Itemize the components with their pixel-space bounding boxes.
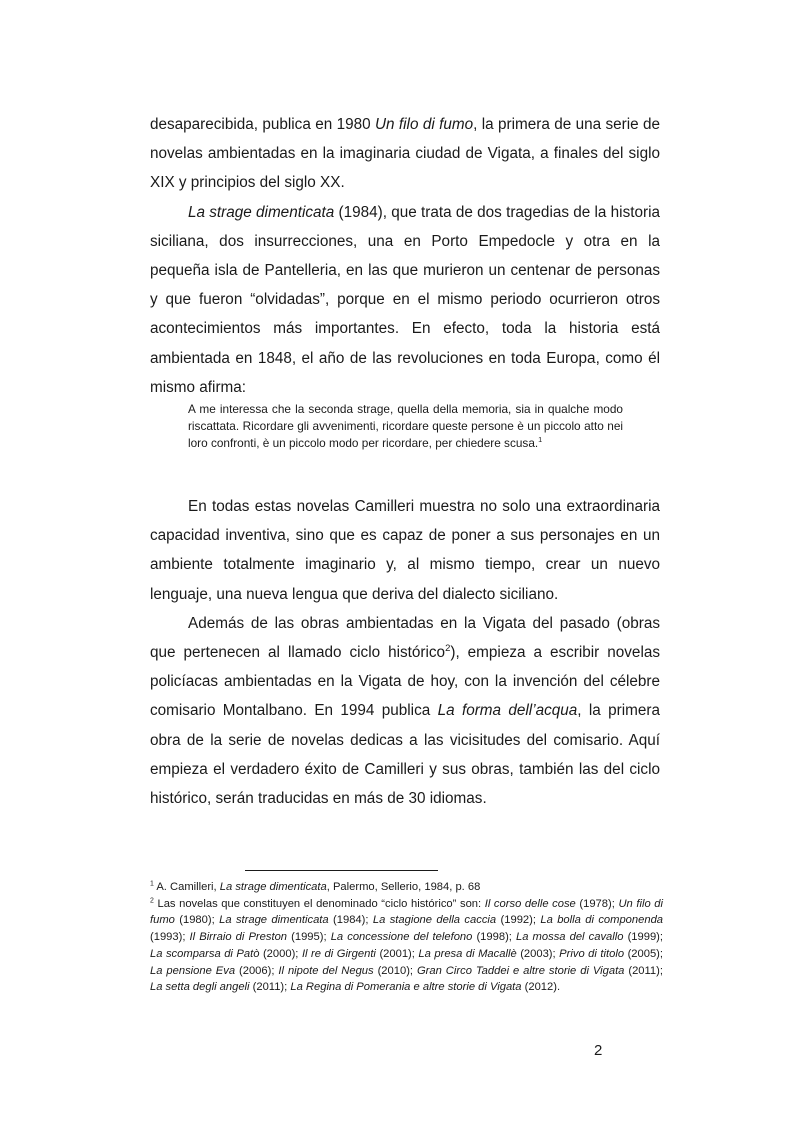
italic-title: La mossa del cavallo [516, 931, 624, 944]
footnotes [150, 879, 663, 996]
italic-title: Un filo di fumo [374, 116, 474, 133]
italic-title: La concessione del telefono [330, 931, 473, 944]
italic-title: La pensione Eva [150, 964, 236, 977]
italic-title: Il re di Girgenti [301, 947, 376, 960]
text-run: (1980); [174, 914, 220, 927]
paragraph [150, 198, 660, 402]
italic-title: Gran Circo Taddei e altre storie di Vigata [416, 964, 625, 977]
block-quote [188, 401, 623, 452]
text-run: (2005); [624, 947, 664, 960]
text-run: (2010); [373, 964, 417, 977]
italic-title: La stagione della caccia [372, 914, 497, 927]
footnote [150, 879, 663, 896]
text-run: , la primera de una serie de novelas ambientadas en la imaginaria ciudad de Vigata, a finales del siglo XIX y principios del siglo XX. [150, 116, 661, 192]
paragraph [150, 492, 660, 609]
text-run: (1984), que trata de dos tragedias de la historia siciliana, dos insurrecciones, una en Porto Empedocle y otra en la pequeña isla de Pantelleria, en las que murieron un centenar de personas y que fueron “olvidadas”, porque en el mismo periodo ocurrieron otros acontecimientos más importantes. En efecto, toda la historia está ambientada en 1848, el año de las revoluciones en toda Europa, como él mismo afirma: [150, 203, 660, 396]
text-run: (1998); [472, 931, 517, 944]
italic-title: Un filo di fumo [150, 897, 663, 927]
paragraph [150, 110, 660, 198]
text-run: , Palermo, Sellerio, 1984, p. 68 [326, 881, 481, 893]
body-section-top [150, 110, 660, 402]
italic-title: La setta degli angeli [150, 981, 250, 994]
italic-title: La bolla di componenda [540, 914, 664, 927]
text-run: A me interessa che la seconda strage, quella della memoria, sia in qualche modo riscattata. Ricordare gli avvenimenti, ricordare queste persone è un piccolo atto nei loro confronti, è un piccolo modo per ricordare, per chiedere scusa. [188, 402, 623, 450]
footnote [150, 896, 663, 996]
text-run: (2001); [375, 947, 419, 960]
text-run: (2003); [516, 947, 560, 960]
italic-title: La scomparsa di Patò [150, 947, 260, 960]
text-run: (1984); [328, 914, 373, 927]
italic-title: La forma dell’acqua [437, 702, 578, 720]
italic-title: La strage dimenticata [188, 203, 335, 221]
text-run: (2012). [521, 981, 561, 994]
footnote-separator [245, 870, 438, 871]
footnote-marker: 1 [538, 435, 543, 445]
text-run: (2000); [259, 947, 302, 960]
italic-title: Il corso delle cose [484, 897, 576, 910]
text-run: (2011); [624, 964, 663, 977]
paragraph [150, 609, 660, 813]
text-run: Las novelas que constituyen el denominado “ciclo histórico” son: [153, 897, 485, 910]
italic-title: La Regina di Pomerania e altre storie di Vigata [290, 981, 522, 994]
text-run: (2011); [249, 981, 291, 994]
italic-title: La presa di Macallè [418, 947, 517, 960]
text-run: , la primera obra de la serie de novelas dedicas a las vicisitudes del comisario. Aquí empieza el verdadero éxito de Camilleri y sus obras, también las del ciclo histórico, serán traducidas en más de 30 idiomas. [150, 702, 660, 808]
italic-title: Il nipote del Negus [278, 964, 374, 977]
italic-title: Il Birraio di Preston [189, 931, 288, 944]
text-run: (1992); [496, 914, 541, 927]
text-run: A. Camilleri, [153, 881, 220, 893]
text-run: desaparecibida, publica en 1980 [150, 116, 375, 133]
text-run: (1978); [575, 897, 619, 910]
italic-title: Privo di titolo [559, 947, 625, 960]
footnote-marker: 2 [445, 642, 451, 654]
text-run: Además de las obras ambientadas en la Vigata del pasado (obras que pertenecen al llamado ciclo histórico [150, 614, 660, 662]
body-section-bottom [150, 492, 660, 813]
text-run: ), empieza a escribir novelas policíacas ambientadas en la Vigata de hoy, con la invención del célebre comisario Montalbano. En 1994 publica [150, 644, 660, 720]
footnote-marker: 1 [150, 880, 154, 888]
text-run: (2006); [235, 964, 279, 977]
text-run: (1999); [623, 931, 664, 944]
footnote-marker: 2 [150, 896, 154, 904]
text-run: En todas estas novelas Camilleri muestra no solo una extraordinaria capacidad inventiva, sino que es capaz de poner a sus personajes en un ambiente totalmente imaginario y, al mismo tiempo, crear un nuevo lenguaje, una nueva lengua que deriva del dialecto siciliano. [150, 498, 660, 603]
page-number: 2 [594, 1042, 603, 1059]
text-run: (1993); [150, 931, 190, 944]
italic-title: La strage dimenticata [219, 881, 327, 893]
text-run: (1995); [287, 931, 331, 944]
italic-title: La strage dimenticata [219, 914, 329, 927]
